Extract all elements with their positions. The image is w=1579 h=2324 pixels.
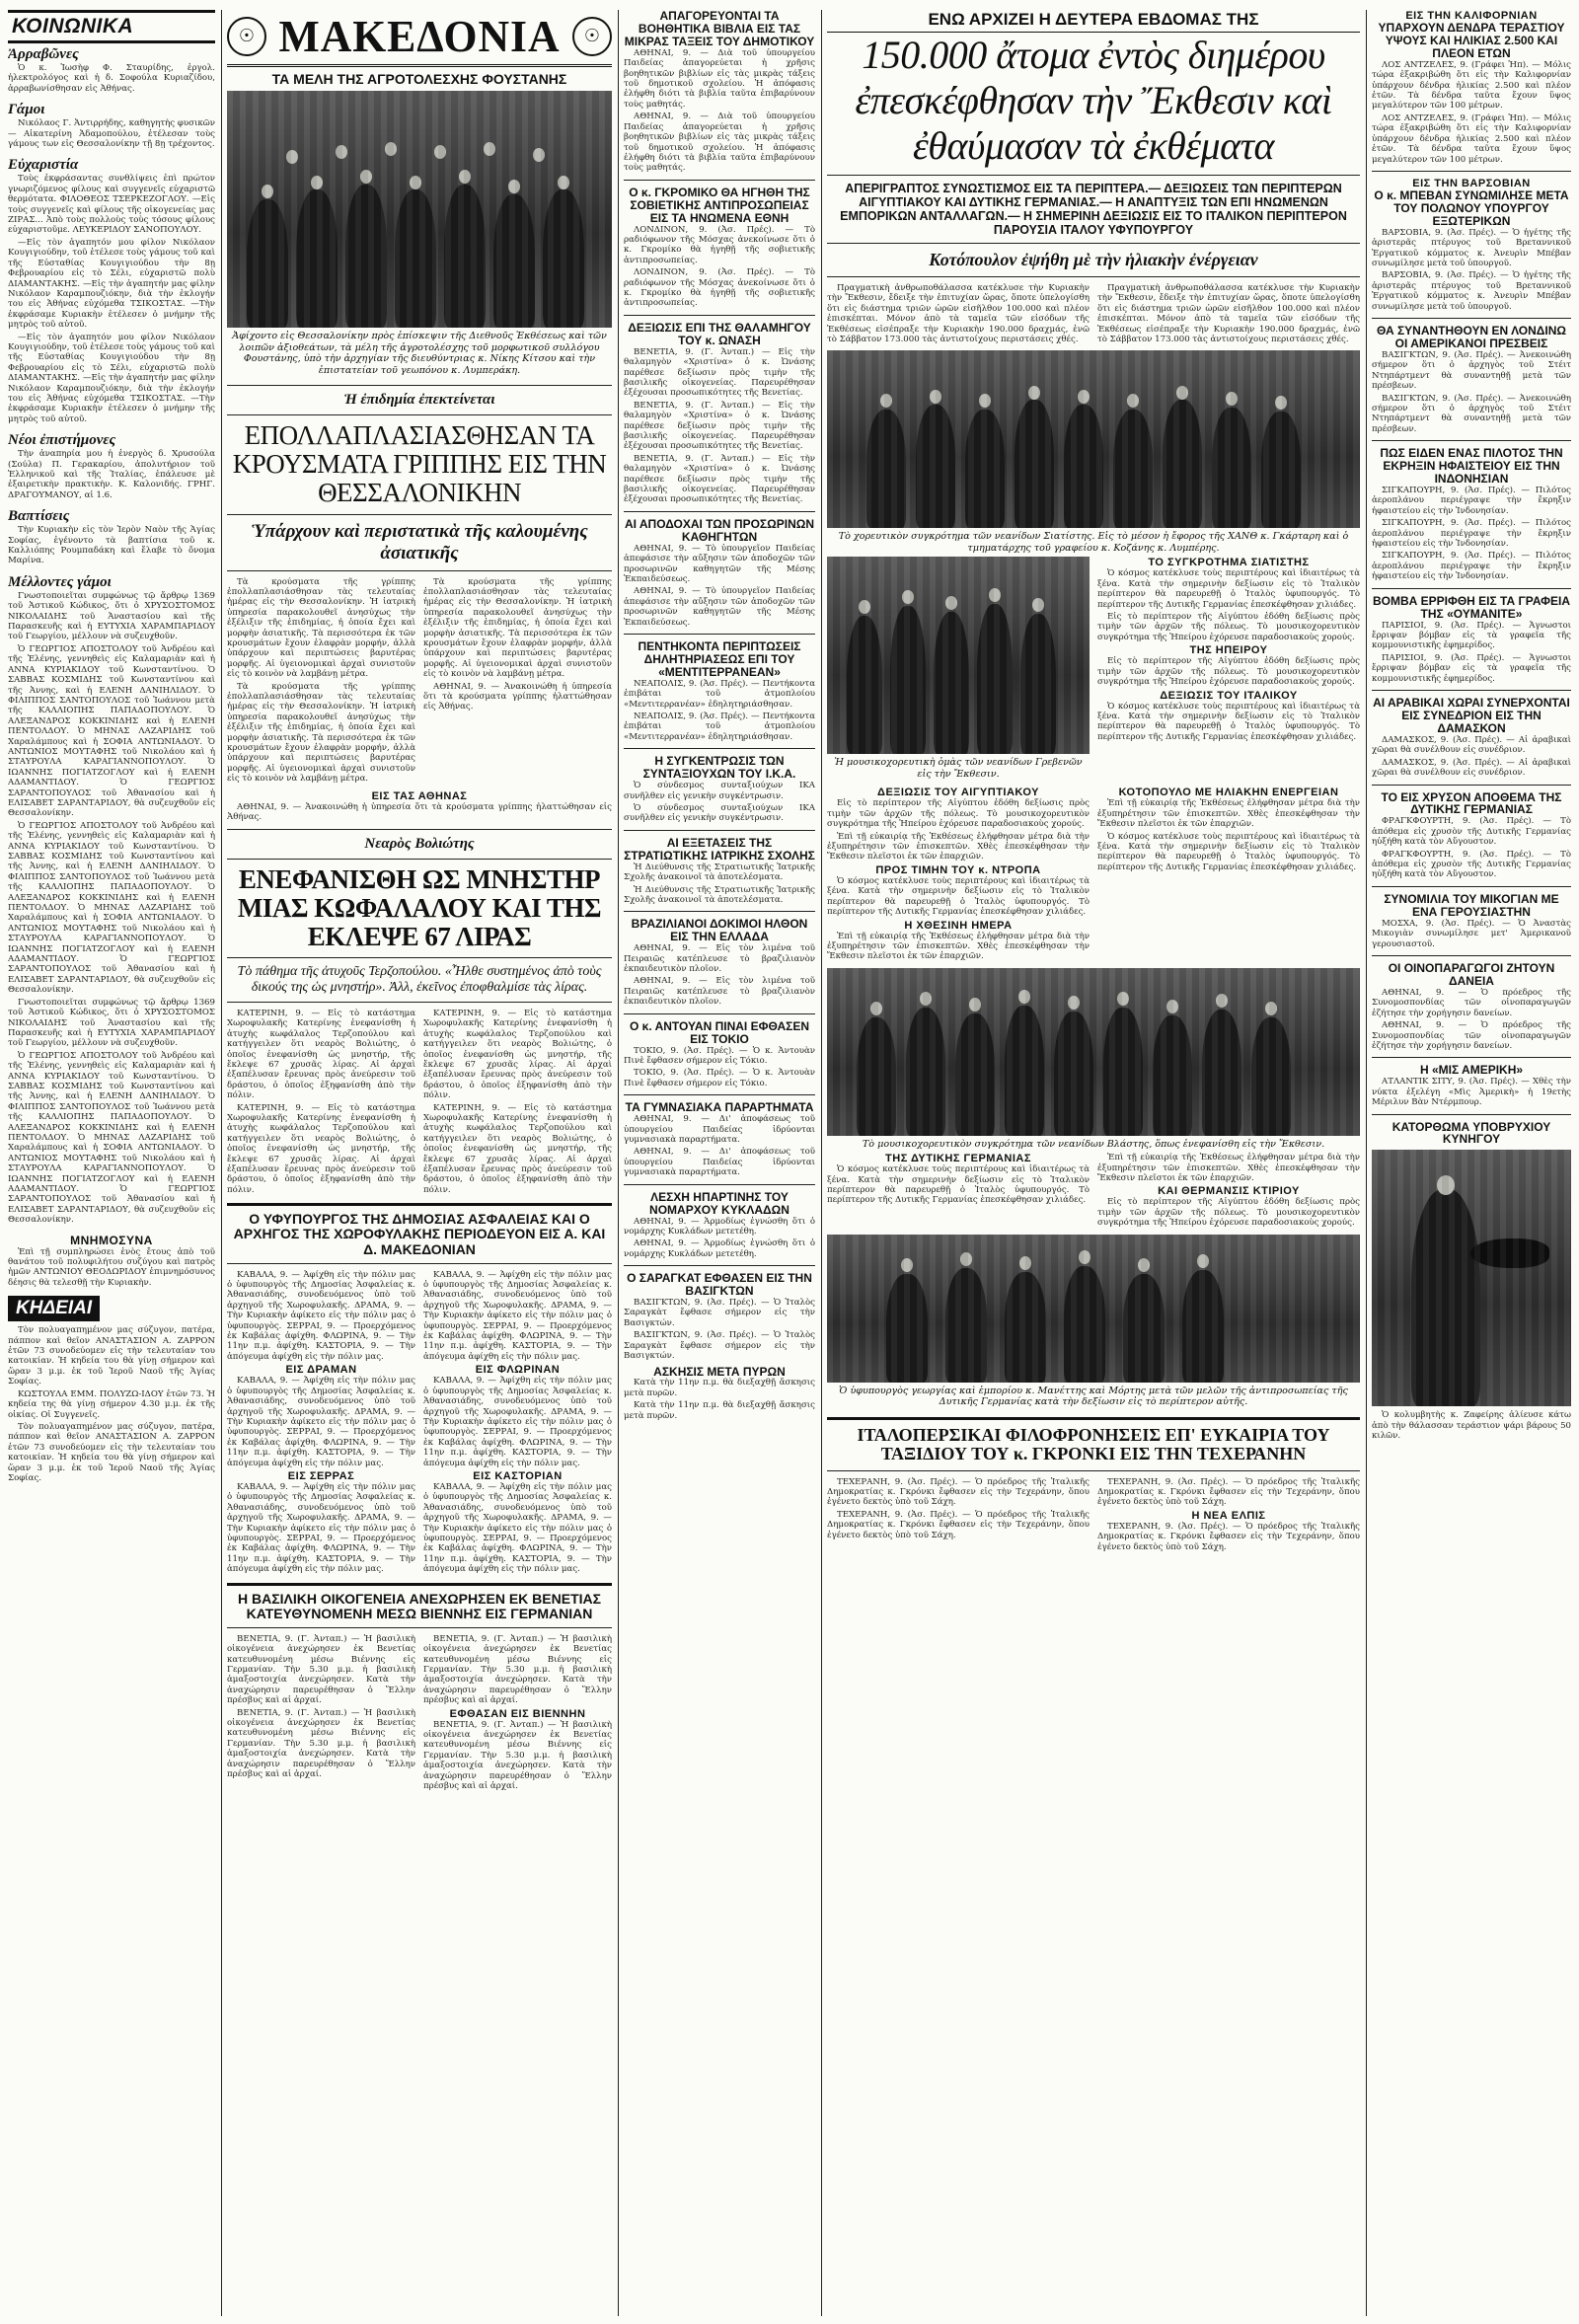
- exhibition-sub: ΤΟ ΣΥΓΚΡΟΤΗΜΑ ΣΙΑΤΙΣΤΗΣ: [1148, 557, 1310, 569]
- news-text: ΔΑΜΑΣΚΟΣ, 9. (Ἀσ. Πρές). — Αἱ ἀραβικαὶ χῶραι θὰ συνέλθουν εἰς συνέδριον. ΔΑΜΑΣΚΟΣ, 9. (Ἀσ. Πρές). — Αἱ ἀραβικαὶ χῶραι θὰ συνέλθουν εἰς συνέδριον.: [1372, 734, 1571, 779]
- brief-text: ΝΕΑΠΟΛΙΣ, 9. (Ἀσ. Πρές). — Πεντήκοντα ἐπιβάται τοῦ ἀτμοπλοίου «Μεντιτερρανέαν» ἐδηλητηριάσθησαν. ΝΕΑΠΟΛΙΣ, 9. (Ἀσ. Πρές). — Πεντήκοντα ἐπιβάται τοῦ ἀτμοπλοίου «Μεντιτερρανέαν» ἐδηλητηριάσθησαν.: [624, 678, 815, 742]
- brief-headline: ΑΠΑΓΟΡΕΥΟΝΤΑΙ ΤΑ ΒΟΗΘΗΤΙΚΑ ΒΙΒΛΙΑ ΕΙΣ ΤΑΣ ΜΙΚΡΑΣ ΤΑΞΕΙΣ ΤΟΥ ΔΗΜΟΤΙΚΟΥ: [624, 10, 815, 48]
- world-news-column: [1372, 10, 1571, 2316]
- brief-text: Ἡ Διεύθυνσις τῆς Στρατιωτικῆς Ἰατρικῆς Σχολῆς ἀνακοινοῖ τὰ ἀποτελέσματα. Ἡ Διεύθυνσις τῆς Στρατιωτικῆς Ἰατρικῆς Σχολῆς ἀνακοινοῖ τὰ ἀποτελέσματα.: [624, 862, 815, 905]
- photo-farm-club: [227, 91, 612, 328]
- brief-text: ΑΘΗΝΑΙ, 9. — Τὸ ὑπουργεῖον Παιδείας ἀπεφάσισε τὴν αὔξησιν τῶν ἀποδοχῶν τῶν προσωρινῶν καθηγητῶν τῆς Μέσης Ἐκπαιδεύσεως. ΑΘΗΝΑΙ, 9. — Τὸ ὑπουργεῖον Παιδείας ἀπεφάσισε τὴν αὔξησιν τῶν ἀποδοχῶν τῶν προσωρινῶν καθηγητῶν τῆς Μέσης Ἐκπαιδεύσεως.: [624, 543, 815, 628]
- future-weddings-heading: Μέλλοντες γάμοι: [8, 573, 112, 590]
- photo-caption: Τὸ μουσικοχορευτικὸν συγκρότημα τῶν νεανίδων Βλάστης, ὅπως ἐνεφανίσθη εἰς τὴν Ἔκθεσιν.: [862, 1138, 1325, 1150]
- brief-text: ΛΟΝΔΙΝΟΝ, 9. (Ἀσ. Πρές). — Τὸ ραδιόφωνον τῆς Μόσχας ἀνεκοίνωσε ὅτι ὁ κ. Γκρομίκο θὰ ἡγηθῇ τῆς σοβιετικῆς ἀντιπροσωπείας. ΛΟΝΔΙΝΟΝ, 9. (Ἀσ. Πρές). — Τὸ ραδιόφωνον τῆς Μόσχας ἀνεκοίνωσε ὅτι ὁ κ. Γκρομίκο θὰ ἡγηθῇ τῆς σοβιετικῆς ἀντιπροσωπείας.: [624, 224, 815, 309]
- exhibition-sub: ΠΡΟΣ ΤΙΜΗΝ ΤΟΥ κ. ΝΤΡΟΠΑ: [875, 863, 1041, 876]
- photo-siatista-group: [827, 350, 1360, 528]
- brief-text: ΑΘΗΝΑΙ, 9. — Ἀρμοδίως ἐγνώσθη ὅτι ὁ νομάρχης Κυκλάδων μετετέθη. ΑΘΗΝΑΙ, 9. — Ἀρμοδίως ἐγνώσθη ὅτι ὁ νομάρχης Κυκλάδων μετετέθη.: [624, 1216, 815, 1259]
- photo-german-pavilion: [827, 1235, 1360, 1383]
- brief-text: ΑΘΗΝΑΙ, 9. — Διὰ τοῦ ὑπουργείου Παιδείας ἀπαγορεύεται ἡ χρῆσις βοηθητικῶν βιβλίων εἰς τὰς μικρὰς τάξεις τοῦ δημοτικοῦ σχολείου. Ἡ ἀπόφασις ἐλήφθη διότι τὰ βιβλία ταῦτα ἐπιβαρύνουν τοὺς μαθητάς. ΑΘΗΝΑΙ, 9. — Διὰ τοῦ ὑπουργείου Παιδείας ἀπαγορεύεται ἡ χρῆσις βοηθητικῶν βιβλίων εἰς τὰς μικρὰς τάξεις τοῦ δημοτικοῦ σχολείου. Ἡ ἀπόφασις ἐλήφθη διότι τὰ βιβλία ταῦτα ἐπιβαρύνουν τοὺς μαθητάς.: [624, 47, 815, 174]
- exhibition-sub: ΤΗΣ ΗΠΕΙΡΟΥ: [1189, 644, 1268, 657]
- baptisms-text: Τὴν Κυριακὴν εἰς τὸν Ἱερὸν Ναὸν τῆς Ἁγίας Σοφίας, ἐγένοντο τὰ βαπτίσια τοῦ κ. Καλλιόπης Ρουμπαδάκη καὶ ἔλαβε τὸ ὄνομα Μαρίνα.: [8, 525, 215, 566]
- flu-subheadline: Ὑπάρχουν καὶ περιστατικὰ τῆς καλουμένης ἀσιατικῆς: [251, 520, 588, 563]
- brief-text: ΑΘΗΝΑΙ, 9. — Δι' ἀποφάσεως τοῦ ὑπουργείου Παιδείας ἱδρύονται γυμνασιακὰ παραρτήματα. ΑΘΗΝΑΙ, 9. — Δι' ἀποφάσεως τοῦ ὑπουργείου Παιδείας ἱδρύονται γυμνασιακὰ παραρτήματα.: [624, 1114, 815, 1178]
- flu-text: Τὰ κρούσματα τῆς γρίππης ἐπολλαπλασιάσθησαν τὰς τελευταίας ἡμέρας εἰς τὴν Θεσσαλονίκην. Ἡ ἰατρικὴ ὑπηρεσία παρακολουθεῖ ἀνησύχως τὴν ἐξέλιξιν τῆς ἐπιδημίας, ἡ ὁποία ἔχει καὶ μορφὴν ἀσιατικῆς. Τὰ περισσότερα ἐκ τῶν κρουσμάτων ἔχουν ἐλαφρὰν μορφήν, ἀλλὰ ὑπάρχουν καὶ περιπτώσεις βαρυτέρας μορφῆς. Αἱ ὑγειονομικαὶ ἀρχαὶ συνιστοῦν εἰς τὸ κοινὸν νὰ λαμβάνῃ μέτρα. Τὰ κρούσματα τῆς γρίππης ἐπολλαπλασιάσθησαν τὰς τελευταίας ἡμέρας εἰς τὴν Θεσσαλονίκην. Ἡ ἰατρικὴ ὑπηρεσία παρακολουθεῖ ἀνησύχως τὴν ἐξέλιξιν τῆς ἐπιδημίας, ἡ ὁποία ἔχει καὶ μορφὴν ἀσιατικῆς. Τὰ περισσότερα ἐκ τῶν κρουσμάτων ἔχουν ἐλαφρὰν μορφήν, ἀλλὰ ὑπάρχουν καὶ περιπτώσεις βαρυτέρας μορφῆς. Αἱ ὑγειονομικαὶ ἀρχαὶ συνιστοῦν εἰς τὸ κοινὸν νὰ λαμβάνῃ μέτρα.: [227, 576, 415, 785]
- baptisms-heading: Βαπτίσεις: [8, 508, 70, 525]
- news-headline: Ο κ. ΜΠΕΒΑΝ ΣΥΝΩΜΙΛΗΣΕ ΜΕΤΑ ΤΟΥ ΠΟΛΩΝΟΥ ΥΠΟΥΡΓΟΥ ΕΞΩΤΕΡΙΚΩΝ: [1374, 187, 1569, 228]
- brief-headline: ΑΣΚΗΣΙΣ ΜΕΤΑ ΠΥΡΩΝ: [653, 1364, 786, 1379]
- photo-caption: Ὁ ὑφυπουργὸς γεωργίας καὶ ἐμπορίου κ. Μανέττης καὶ Μόρτης μετὰ τῶν μελῶν τῆς ἀντιπροσωπείας τῆς Δυτικῆς Γερμανίας κατὰ τὴν δεξίωσιν εἰς τὸ περίπτερον αὐτῆς.: [839, 1385, 1348, 1408]
- news-text: ΜΟΣΧΑ, 9. (Ἀσ. Πρές). — Ὁ Ἀναστὰς Μικογιὰν συνωμίλησε μετ' Ἀμερικανοῦ γερουσιαστοῦ.: [1372, 918, 1571, 949]
- brief-headline: ΠΕΝΤΗΚΟΝΤΑ ΠΕΡΙΠΤΩΣΕΙΣ ΔΗΛΗΤΗΡΙΑΣΕΩΣ ΕΠΙ ΤΟΥ «ΜΕΝΤΙΤΕΡΡΑΝΕΑΝ»: [638, 639, 801, 679]
- brief-headline: Η ΣΥΓΚΕΝΤΡΩΣΙΣ ΤΩΝ ΣΥΝΤΑΞΙΟΥΧΩΝ ΤΟΥ Ι.Κ.Α.: [642, 754, 796, 782]
- news-text: ΛΟΣ ΑΝΤΖΕΛΕΣ, 9. (Γράφει Ἡπ). — Μόλις τώρα ἐξακριβώθη ὅτι εἰς τὴν Καλιφορνίαν ὑπάρχουν δένδρα ἡλικίας 2.500 καὶ πλέον ἐτῶν. Τὰ δένδρα ταῦτα ἔχουν ὕψος μεγαλύτερον τῶν 100 μέτρων. ΛΟΣ ΑΝΤΖΕΛΕΣ, 9. (Γράφει Ἡπ). — Μόλις τώρα ἐξακριβώθη ὅτι εἰς τὴν Καλιφορνίαν ὑπάρχουν δένδρα ἡλικίας 2.500 καὶ πλέον ἐτῶν. Τὰ δένδρα ταῦτα ἔχουν ὕψος μεγαλύτερον τῶν 100 μέτρων.: [1372, 59, 1571, 165]
- brief-text: Κατὰ τὴν 11ην π.μ. θὰ διεξαχθῇ ἄσκησις μετὰ πυρῶν. Κατὰ τὴν 11ην π.μ. θὰ διεξαχθῇ ἄσκησις μετὰ πυρῶν.: [624, 1378, 815, 1421]
- news-headline: ΣΥΝΟΜΙΛΙΑ ΤΟΥ ΜΙΚΟΓΙΑΝ ΜΕ ΕΝΑ ΓΕΡΟΥΣΙΑΣΤΗΝ: [1384, 891, 1559, 919]
- emblem-icon: ☉: [227, 17, 266, 56]
- news-text: Ὁ κολυμβητὴς κ. Ζαφείρης ἀλίευσε κάτω ἀπὸ τὴν θάλασσαν τεράστιον ψάρι βάρους 50 κιλῶν.: [1372, 1410, 1571, 1442]
- minister-sub-serres: ΕΙΣ ΣΕΡΡΑΣ: [287, 1469, 355, 1482]
- minister-sub-kastoria: ΕΙΣ ΚΑΣΤΟΡΙΑΝ: [473, 1469, 563, 1482]
- flu-athens-heading: ΕΙΣ ΤΑΣ ΑΘΗΝΑΣ: [371, 789, 468, 802]
- memorials-heading: ΜΝΗΜΟΣΥΝΑ: [70, 1233, 153, 1247]
- column-rule: [618, 10, 619, 2316]
- persia-sub: Η ΝΕΑ ΕΛΠΙΣ: [1191, 1509, 1266, 1522]
- news-headline: ΤΟ ΕΙΣ ΧΡΥΣΟΝ ΑΠΟΘΕΜΑ ΤΗΣ ΔΥΤΙΚΗΣ ΓΕΡΜΑΝΙΑΣ: [1381, 789, 1562, 817]
- minister-sub-drama: ΕΙΣ ΔΡΑΜΑΝ: [285, 1364, 357, 1377]
- engagements-text: Ὁ κ. Ἰωσὴφ Φ. Σταυρίδης, ἐργολ. ἠλεκτρολόγος καὶ ἡ δ. Σοφούλα Κυριαζίδου, ἀρραβωνίσθησαν εἰς Ἀθήνας.: [8, 63, 215, 94]
- flu-headline: ΕΠΟΛΛΑΠΛΑΣΙΑΣΘΗΣΑΝ ΤΑ ΚΡΟΥΣΜΑΤΑ ΓΡΙΠΠΗΣ ΕΙΣ ΤΗΝ ΘΕΣΣΑΛΟΝΙΚΗΝ: [232, 420, 607, 508]
- exhibition-subheadline: ΑΠΕΡΙΓΡΑΠΤΟΣ ΣΥΝΩΣΤΙΣΜΟΣ ΕΙΣ ΤΑ ΠΕΡΙΠΤΕΡΑ.— ΔΕΞΙΩΣΕΙΣ ΤΩΝ ΠΕΡΙΠΤΕΡΩΝ ΑΙΓΥΠΤΙΑΚΟΥ ΚΑΙ ΔΥΤΙΚΗΣ ΓΕΡΜΑΝΙΑΣ.— Η ΑΝΑΠΤΥΞΙΣ ΤΩΝ ΕΠΙ ΗΝΩΜΕΝΩΝ ΕΜΠΟΡΙΚΩΝ ΑΝΤΑΛΛΑΓΩΝ.— Η ΣΗΜΕΡΙΝΗ ΔΕΞΙΩΣΙΣ ΕΙΣ ΤΟ ΙΤΑΛΙΚΟΝ ΠΕΡΙΠΤΕΡΟΝ ΠΑΡΟΥΣΙΑ ΙΤΑΛΟΥ ΥΦΥΠΟΥΡΓΟΥ: [840, 182, 1347, 237]
- news-text: ΒΑΣΙΓΚΤΩΝ, 9. (Ἀσ. Πρές). — Ἀνεκοινώθη σήμερον ὅτι ὁ ἀρχηγὸς τοῦ Στέιτ Ντηπάρτμεντ θὰ συναντηθῇ μετὰ τῶν πρέσβεων. ΒΑΣΙΓΚΤΩΝ, 9. (Ἀσ. Πρές). — Ἀνεκοινώθη σήμερον ὅτι ὁ ἀρχηγὸς τοῦ Στέιτ Ντηπάρτμεντ θὰ συναντηθῇ μετὰ τῶν πρέσβεων.: [1372, 349, 1571, 434]
- exhibition-sub: ΤΗΣ ΔΥΤΙΚΗΣ ΓΕΡΜΑΝΙΑΣ: [885, 1153, 1031, 1165]
- royal-text: ΒΕΝΕΤΙΑ, 9. (Γ. Ἀνταπ.) — Ἡ βασιλικὴ οἰκογένεια ἀνεχώρησεν ἐκ Βενετίας κατευθυνομένη μέσω Βιέννης εἰς Γερμανίαν. Τὴν 5.30 μ.μ. ἡ βασιλικὴ ἀμαξοστοιχία ἀνεχώρησεν. Κατὰ τὴν ἀναχώρησιν παρευρέθησαν ὁ Ἕλλην πρέσβυς καὶ αἱ ἀρχαί. ΒΕΝΕΤΙΑ, 9. (Γ. Ἀνταπ.) — Ἡ βασιλικὴ οἰκογένεια ἀνεχώρησεν ἐκ Βενετίας κατευθυνομένη μέσω Βιέννης εἰς Γερμανίαν. Τὴν 5.30 μ.μ. ἡ βασιλικὴ ἀμαξοστοιχία ἀνεχώρησεν. Κατὰ τὴν ἀναχώρησιν παρευρέθησαν ὁ Ἕλλην πρέσβυς καὶ αἱ ἀρχαί.: [227, 1633, 415, 1780]
- column-rule: [1366, 10, 1367, 2316]
- funerals-label-wrap: [8, 1296, 215, 1321]
- news-text: ΠΑΡΙΣΙΟΙ, 9. (Ἀσ. Πρές). — Ἀγνωστοι ἔρριψαν βόμβαν εἰς τὰ γραφεῖα τῆς κομμουνιστικῆς ἐφημερίδος. ΠΑΡΙΣΙΟΙ, 9. (Ἀσ. Πρές). — Ἀγνωστοι ἔρριψαν βόμβαν εἰς τὰ γραφεῖα τῆς κομμουνιστικῆς ἐφημερίδος.: [1372, 620, 1571, 684]
- thanks-text: Τοὺς ἐκφράσαντας συνθλίψεις ἐπὶ πρώτον γνωριζόμενος φίλους καὶ συγγενεῖς εὐχαριστῶ θερμότατα. ΦΙΛΟΘΕΟΣ ΤΣΕΡΚΕΖΟΓΛΟΥ. —Εἰς τοὺς συγγενεῖς καὶ φίλους τῆς οἰκογενείας μας ΖΙΡΑΣ... Ἀπὸ τοὺς πολλοὺς τοὺς τόσους φίλους εὐχαριστοῦμε. ΛΕΥΚΕΡΙΔΟΥ ΣΑΝΟΠΟΥΛΟΥ. —Εἰς τὸν ἀγαπητόν μου φίλον Νικόλαον Κουγιγιούδην, τοῦ ἐτέλεσε τοὺς γάμους τοῦ καὶ τῆς Εὐσταθίας Κουγιγιούδου τὴν 8ῃ Φεβρουαρίου εἰς τὸ Σέλι, εὐχαριστῶ πολὺ ΔΙΑΜΑΝΤΑΚΗΣ. —Εἰς τὴν ἀγαπητήν μας φίλην Νικόλαον Καραμπουζιόκην, διὰ τὴν ἐκλογήν του εἰς Ἀθήνας εὐχόμεθα ΤΣΙΚΟΣΤΑΣ. —Τὴν ἐκφράσαμε Κυριακὴν ἐτέλεσεν ὁ μνήμην τῆς μητρὸς τοῦ αὐτοῦ. —Εἰς τὸν ἀγαπητόν μου φίλον Νικόλαον Κουγιγιούδην, τοῦ ἐτέλεσε τοὺς γάμους τοῦ καὶ τῆς Εὐσταθίας Κουγιγιούδου τὴν 8ῃ Φεβρουαρίου εἰς τὸ Σέλι, εὐχαριστῶ πολὺ ΔΙΑΜΑΝΤΑΚΗΣ. —Εἰς τὴν ἀγαπητήν μας φίλην Νικόλαον Καραμπουζιόκην, διὰ τὴν ἐκλογήν του εἰς Ἀθήνας εὐχόμεθα ΤΣΙΚΟΣΤΑΣ. —Τὴν ἐκφράσαμε Κυριακὴν ἐτέλεσεν ὁ μνήμην τῆς μητρὸς τοῦ αὐτοῦ.: [8, 174, 215, 424]
- exhibition-kicker: Κοτόπουλον ἐψήθη μὲ τὴν ἡλιακὴν ἐνέργειαν: [929, 250, 1258, 269]
- exhibition-sub: ΚΟΤΟΠΟΥΛΟ ΜΕ ΗΛΙΑΚΗΝ ΕΝΕΡΓΕΙΑΝ: [1118, 787, 1339, 799]
- emblem-icon: ☉: [572, 17, 612, 56]
- news-kicker: ΕΙΣ ΤΗΝ ΚΑΛΙΦΟΡΝΙΑΝ: [1405, 10, 1538, 22]
- exhibition-sub: ΚΑΙ ΘΕΡΜΑΝΣΙΣ ΚΤΙΡΙΟΥ: [1158, 1185, 1300, 1198]
- funerals-text: Τὸν πολυαγαπημένον μας σύζυγον, πατέρα, πάππον καὶ θεῖον ΑΝΑΣΤΑΣΙΟΝ Α. ΖΑΡΡΟΝ ἐτῶν 73 συνοδεύομεν εἰς τὴν τελευταίαν του κατοικίαν. Ἡ κηδεία του θὰ γίνῃ σήμερον καὶ ὥραν 3 μ.μ. ἐκ τοῦ Ἱεροῦ Ναοῦ τῆς Ἁγίας Σοφίας. ΚΩΣΤΟΥΛΑ ΕΜΜ. ΠΟΛΥΖΩ-ΙΔΟΥ ἐτῶν 73. Ἡ κηδεία της θὰ γίνῃ σήμερον 4.30 μ.μ. ἐκ τῆς οἰκίας. Οἱ Συγγενεῖς. Τὸν πολυαγαπημένον μας σύζυγον, πατέρα, πάππον καὶ θεῖον ΑΝΑΣΤΑΣΙΟΝ Α. ΖΑΡΡΟΝ ἐτῶν 73 συνοδεύομεν εἰς τὴν τελευταίαν του κατοικίαν. Ἡ κηδεία του θὰ γίνῃ σήμερον καὶ ὥραν 3 μ.μ. ἐκ τοῦ Ἱεροῦ Ναοῦ τῆς Ἁγίας Σοφίας.: [8, 1325, 215, 1483]
- news-headline: ΚΑΤΟΡΘΩΜΑ ΥΠΟΒΡΥΧΙΟΥ ΚΥΝΗΓΟΥ: [1391, 1119, 1551, 1147]
- persia-headline: ΙΤΑΛΟΠΕΡΣΙΚΑΙ ΦΙΛΟΦΡΟΝΗΣΕΙΣ ΕΠ' ΕΥΚΑΙΡΙΑ ΤΟΥ ΤΑΞΙΔΙΟΥ ΤΟΥ κ. ΓΚΡΟΝΚΙ ΕΙΣ ΤΗΝ ΤΕΧΕΡΑΝΗΝ: [857, 1424, 1330, 1464]
- news-text: ΑΤΛΑΝΤΙΚ ΣΙΤΥ, 9. (Ἀσ. Πρές). — Χθὲς τὴν νύκτα ἐξελέγη «Μὶς Ἀμερικὴ» ἡ 19ετὴς Μέριλυν Βὰν Ντέρμπουρ.: [1372, 1077, 1571, 1108]
- main-left-column: ☉ ΜΑΚΕΔΟΝΙΑ ☉ ΤΑ ΜΕΛΗ ΤΗΣ ΑΓΡΟΤΟΛΕΣΧΗΣ ΦΟΥΣΤΑΝΗΣ Ἀφίχοντο εἰς Θεσσαλονίκην πρὸς ἐπίσκεψιν τῆς Διεθνοῦς Ἐκθέσεως καὶ τῶν λοιπῶν ἀξιοθεάτων, τὰ μέλη τῆς ἀγροτολέσχης τοῦ μορφωτικοῦ συλλόγου Φουστάνης, ὑπὸ τὴν ἀρχηγίαν τῆς διευθύντριας κ. Νίκης Κίτσου καὶ τὴν ἐπιστατείαν τοῦ γεωπόνου κ. Λυμπεράκη. Ἡ ἐπιδημία ἐπεκτείνεται ΕΠΟΛΛΑΠΛΑΣΙΑΣΘΗΣΑΝ ΤΑ ΚΡΟΥΣΜΑΤΑ ΓΡΙΠΠΗΣ ΕΙΣ ΤΗΝ ΘΕΣΣΑΛΟΝΙΚΗΝ Ὑπάρχουν καὶ περιστατικὰ τῆς καλουμένης ἀσιατικῆς Τὰ κρούσματα τῆς γρίππης ἐπολλαπλασιάσθησαν τὰς τελευταίας ἡμέρας εἰς τὴν Θεσσαλονίκην. Ἡ ἰατρικὴ ὑπηρεσία παρακολουθεῖ ἀνησύχως τὴν ἐξέλιξιν τῆς ἐπιδημίας, ἡ ὁποία ἔχει καὶ μορφὴν ἀσιατικῆς. Τὰ περισσότερα ἐκ τῶν κρουσμάτων ἔχουν ἐλαφρὰν μορφήν, ἀλλὰ ὑπάρχουν καὶ περιπτώσεις βαρυτέρας μορφῆς. Αἱ ὑγειονομικαὶ ἀρχαὶ συνιστοῦν εἰς τὸ κοινὸν νὰ λαμβάνῃ μέτρα. Τὰ κρούσματα τῆς γρίππης ἐπολλαπλασιάσθησαν τὰς τελευταίας ἡμέρας εἰς τὴν Θεσσαλονίκην. Ἡ ἰατρικὴ ὑπηρεσία παρακολουθεῖ ἀνησύχως τὴν ἐξέλιξιν τῆς ἐπιδημίας, ἡ ὁποία ἔχει καὶ μορφὴν ἀσιατικῆς. Τὰ περισσότερα ἐκ τῶν κρουσμάτων ἔχουν ἐλαφρὰν μορφήν, ἀλλὰ ὑπάρχουν καὶ περιπτώσεις βαρυτέρας μορφῆς. Αἱ ὑγειονομικαὶ ἀρχαὶ συνιστοῦν εἰς τὸ κοινὸν νὰ λαμβάνῃ μέτρα. Τὰ κρούσματα τῆς γρίππης ἐπολλαπλασιάσθησαν τὰς τελευταίας ἡμέρας εἰς τὴν Θεσσαλονίκην. Ἡ ἰατρικὴ ὑπηρεσία παρακολουθεῖ ἀνησύχως τὴν ἐξέλιξιν τῆς ἐπιδημίας, ἡ ὁποία ἔχει καὶ μορφὴν ἀσιατικῆς. Τὰ περισσότερα ἐκ τῶν κρουσμάτων ἔχουν ἐλαφρὰν μορφήν, ἀλλὰ ὑπάρχουν καὶ περιπτώσεις βαρυτέρας μορφῆς. Αἱ ὑγειονομικαὶ ἀρχαὶ συνιστοῦν εἰς τὸ κοινὸν νὰ λαμβάνῃ μέτρα. ΑΘΗΝΑΙ, 9. — Ἀνακοινώθη ἡ ὑπηρεσία ὅτι τὰ κρούσματα γρίππης ἠλαττώθησαν εἰς Ἀθήνας. ΕΙΣ ΤΑΣ ΑΘΗΝΑΣ ΑΘΗΝΑΙ, 9. — Ἀνακοινώθη ἡ ὑπηρεσία ὅτι τὰ κρούσματα γρίππης ἠλαττώθησαν εἰς Ἀθήνας. Νεαρὸς Βολιώτης ΕΝΕΦΑΝΙΣΘΗ ΩΣ ΜΝΗΣΤΗΡ ΜΙΑΣ ΚΩΦΑΛΑΛΟΥ ΚΑΙ ΤΗΣ ΕΚΛΕΨΕ 67 ΛΙΡΑΣ Τὸ πάθημα τῆς ἀτυχοῦς Τερζοπούλου. «Ἦλθε συστημένος ἀπὸ τοὺς δικούς της ὡς μνηστήρ». Ἀλλ, ἐκεῖνος ἐποφθαλμίσε τὰς λίρας. ΚΑΤΕΡΙΝΗ, 9. — Εἰς τὸ κατάστημα Χωροφυλακῆς Κατερίνης ἐνεφανίσθη ἡ ἀτυχὴς κωφάλαλος Τερζοπούλου καὶ κατήγγειλεν ὅτι νεαρὸς Βολιώτης, ὁ ὁποῖος ἐνεφανίσθη ὡς μνηστήρ, τῆς ἔκλεψε 67 χρυσᾶς λίρας. Αἱ ἀρχαὶ ἐξαπέλυσαν ἔρευνας πρὸς ἀνεύρεσιν τοῦ δράστου, ὁ ὁποῖος ἐξηφανίσθη ἀπὸ τὴν πόλιν. ΚΑΤΕΡΙΝΗ, 9. — Εἰς τὸ κατάστημα Χωροφυλακῆς Κατερίνης ἐνεφανίσθη ἡ ἀτυχὴς κωφάλαλος Τερζοπούλου καὶ κατήγγειλεν ὅτι νεαρὸς Βολιώτης, ὁ ὁποῖος ἐνεφανίσθη ὡς μνηστήρ, τῆς ἔκλεψε 67 χρυσᾶς λίρας. Αἱ ἀρχαὶ ἐξαπέλυσαν ἔρευνας πρὸς ἀνεύρεσιν τοῦ δράστου, ὁ ὁποῖος ἐξηφανίσθη ἀπὸ τὴν πόλιν. ΚΑΤΕΡΙΝΗ, 9. — Εἰς τὸ κατάστημα Χωροφυλακῆς Κατερίνης ἐνεφανίσθη ἡ ἀτυχὴς κωφάλαλος Τερζοπούλου καὶ κατήγγειλεν ὅτι νεαρὸς Βολιώτης, ὁ ὁποῖος ἐνεφανίσθη ὡς μνηστήρ, τῆς ἔκλεψε 67 χρυσᾶς λίρας. Αἱ ἀρχαὶ ἐξαπέλυσαν ἔρευνας πρὸς ἀνεύρεσιν τοῦ δράστου, ὁ ὁποῖος ἐξηφανίσθη ἀπὸ τὴν πόλιν. ΚΑΤΕΡΙΝΗ, 9. — Εἰς τὸ κατάστημα Χωροφυλακῆς Κατερίνης ἐνεφανίσθη ἡ ἀτυχὴς κωφάλαλος Τερζοπούλου καὶ κατήγγειλεν ὅτι νεαρὸς Βολιώτης, ὁ ὁποῖος ἐνεφανίσθη ὡς μνηστήρ, τῆς ἔκλεψε 67 χρυσᾶς λίρας. Αἱ ἀρχαὶ ἐξαπέλυσαν ἔρευνας πρὸς ἀνεύρεσιν τοῦ δράστου, ὁ ὁποῖος ἐξηφανίσθη ἀπὸ τὴν πόλιν. Ο ΥΦΥΠΟΥΡΓΟΣ ΤΗΣ ΔΗΜΟΣΙΑΣ ΑΣΦΑΛΕΙΑΣ ΚΑΙ Ο ΑΡΧΗΓΟΣ ΤΗΣ ΧΩΡΟΦΥΛΑΚΗΣ ΠΕΡΙΟΔΕΥΟΝ ΕΙΣ Α. ΚΑΙ Δ. ΜΑΚΕΔΟΝΙΑΝ ΚΑΒΑΛΑ, 9. — Ἀφίχθη εἰς τὴν πόλιν μας ὁ ὑφυπουργὸς τῆς Δημοσίας Ἀσφαλείας κ. Ἀθανασιάδης, συνοδευόμενος ὑπὸ τοῦ ἀρχηγοῦ τῆς Χωροφυλακῆς. ΔΡΑΜΑ, 9. — Τὴν Κυριακὴν ἀφίκετο εἰς τὴν πόλιν μας ὁ ὑφυπουργὸς. ΣΕΡΡΑΙ, 9. — Προερχόμενος ἐκ Καβάλας ἀφίχθη. ΦΛΩΡΙΝΑ, 9. — Τὴν 11ην π.μ. ἀφίχθη. ΚΑΣΤΟΡΙΑ, 9. — Τὴν ἀπόγευμα ἀφίχθη εἰς τὴν πόλιν μας. ΕΙΣ ΔΡΑΜΑΝ ΚΑΒΑΛΑ, 9. — Ἀφίχθη εἰς τὴν πόλιν μας ὁ ὑφυπουργὸς τῆς Δημοσίας Ἀσφαλείας κ. Ἀθανασιάδης, συνοδευόμενος ὑπὸ τοῦ ἀρχηγοῦ τῆς Χωροφυλακῆς. ΔΡΑΜΑ, 9. — Τὴν Κυριακὴν ἀφίκετο εἰς τὴν πόλιν μας ὁ ὑφυπουργὸς. ΣΕΡΡΑΙ, 9. — Προερχόμενος ἐκ Καβάλας ἀφίχθη. ΦΛΩΡΙΝΑ, 9. — Τὴν 11ην π.μ. ἀφίχθη. ΚΑΣΤΟΡΙΑ, 9. — Τὴν ἀπόγευμα ἀφίχθη εἰς τὴν πόλιν μας. ΕΙΣ ΣΕΡΡΑΣ ΚΑΒΑΛΑ, 9. — Ἀφίχθη εἰς τὴν πόλιν μας ὁ ὑφυπουργὸς τῆς Δημοσίας Ἀσφαλείας κ. Ἀθανασιάδης, συνοδευόμενος ὑπὸ τοῦ ἀρχηγοῦ τῆς Χωροφυλακῆς. ΔΡΑΜΑ, 9. — Τὴν Κυριακὴν ἀφίκετο εἰς τὴν πόλιν μας ὁ ὑφυπουργὸς. ΣΕΡΡΑΙ, 9. — Προερχόμενος ἐκ Καβάλας ἀφίχθη. ΦΛΩΡΙΝΑ, 9. — Τὴν 11ην π.μ. ἀφίχθη. ΚΑΣΤΟΡΙΑ, 9. — Τὴν ἀπόγευμα ἀφίχθη εἰς τὴν πόλιν μας. ΚΑΒΑΛΑ, 9. — Ἀφίχθη εἰς τὴν πόλιν μας ὁ ὑφυπουργὸς τῆς Δημοσίας Ἀσφαλείας κ. Ἀθανασιάδης, συνοδευόμενος ὑπὸ τοῦ ἀρχηγοῦ τῆς Χωροφυλακῆς. ΔΡΑΜΑ, 9. — Τὴν Κυριακὴν ἀφίκετο εἰς τὴν πόλιν μας ὁ ὑφυπουργὸς. ΣΕΡΡΑΙ, 9. — Προερχόμενος ἐκ Καβάλας ἀφίχθη. ΦΛΩΡΙΝΑ, 9. — Τὴν 11ην π.μ. ἀφίχθη. ΚΑΣΤΟΡΙΑ, 9. — Τὴν ἀπόγευμα ἀφίχθη εἰς τὴν πόλιν μας. ΕΙΣ ΦΛΩΡΙΝΑΝ ΚΑΒΑΛΑ, 9. — Ἀφίχθη εἰς τὴν πόλιν μας ὁ ὑφυπουργὸς τῆς Δημοσίας Ἀσφαλείας κ. Ἀθανασιάδης, συνοδευόμενος ὑπὸ τοῦ ἀρχηγοῦ τῆς Χωροφυλακῆς. ΔΡΑΜΑ, 9. — Τὴν Κυριακὴν ἀφίκετο εἰς τὴν πόλιν μας ὁ ὑφυπουργὸς. ΣΕΡΡΑΙ, 9. — Προερχόμενος ἐκ Καβάλας ἀφίχθη. ΦΛΩΡΙΝΑ, 9. — Τὴν 11ην π.μ. ἀφίχθη. ΚΑΣΤΟΡΙΑ, 9. — Τὴν ἀπόγευμα ἀφίχθη εἰς τὴν πόλιν μας. ΕΙΣ ΚΑΣΤΟΡΙΑΝ ΚΑΒΑΛΑ, 9. — Ἀφίχθη εἰς τὴν πόλιν μας ὁ ὑφυπουργὸς τῆς Δημοσίας Ἀσφαλείας κ. Ἀθανασιάδης, συνοδευόμενος ὑπὸ τοῦ ἀρχηγοῦ τῆς Χωροφυλακῆς. ΔΡΑΜΑ, 9. — Τὴν Κυριακὴν ἀφίκετο εἰς τὴν πόλιν μας ὁ ὑφυπουργὸς. ΣΕΡΡΑΙ, 9. — Προερχόμενος ἐκ Καβάλας ἀφίχθη. ΦΛΩΡΙΝΑ, 9. — Τὴν 11ην π.μ. ἀφίχθη. ΚΑΣΤΟΡΙΑ, 9. — Τὴν ἀπόγευμα ἀφίχθη εἰς τὴν πόλιν μας. Η ΒΑΣΙΛΙΚΗ ΟΙΚΟΓΕΝΕΙΑ ΑΝΕΧΩΡΗΣΕΝ ΕΚ ΒΕΝΕΤΙΑΣ ΚΑΤΕΥΘΥΝΟΜΕΝΗ ΜΕΣΩ ΒΙΕΝΝΗΣ ΕΙΣ ΓΕΡΜΑΝΙΑΝ ΒΕΝΕΤΙΑ, 9. (Γ. Ἀνταπ.) — Ἡ βασιλικὴ οἰκογένεια ἀνεχώρησεν ἐκ Βενετίας κατευθυνομένη μέσω Βιέννης εἰς Γερμανίαν. Τὴν 5.30 μ.μ. ἡ βασιλικὴ ἀμαξοστοιχία ἀνεχώρησεν. Κατὰ τὴν ἀναχώρησιν παρευρέθησαν ὁ Ἕλλην πρέσβυς καὶ αἱ ἀρχαί. ΒΕΝΕΤΙΑ, 9. (Γ. Ἀνταπ.) — Ἡ βασιλικὴ οἰκογένεια ἀνεχώρησεν ἐκ Βενετίας κατευθυνομένη μέσω Βιέννης εἰς Γερμανίαν. Τὴν 5.30 μ.μ. ἡ βασιλικὴ ἀμαξοστοιχία ἀνεχώρησεν. Κατὰ τὴν ἀναχώρησιν παρευρέθησαν ὁ Ἕλλην πρέσβυς καὶ αἱ ἀρχαί. ΒΕΝΕΤΙΑ, 9. (Γ. Ἀνταπ.) — Ἡ βασιλικὴ οἰκογένεια ἀνεχώρησεν ἐκ Βενετίας κατευθυνομένη μέσω Βιέννης εἰς Γερμανίαν. Τὴν 5.30 μ.μ. ἡ βασιλικὴ ἀμαξοστοιχία ἀνεχώρησεν. Κατὰ τὴν ἀναχώρησιν παρευρέθησαν ὁ Ἕλλην πρέσβυς καὶ αἱ ἀρχαί. ΕΦΘΑΣΑΝ ΕΙΣ ΒΙΕΝΝΗΝ ΒΕΝΕΤΙΑ, 9. (Γ. Ἀνταπ.) — Ἡ βασιλικὴ οἰκογένεια ἀνεχώρησεν ἐκ Βενετίας κατευθυνομένη μέσω Βιέννης εἰς Γερμανίαν. Τὴν 5.30 μ.μ. ἡ βασιλικὴ ἀμαξοστοιχία ἀνεχώρησεν. Κατὰ τὴν ἀναχώρησιν παρευρέθησαν ὁ Ἕλλην πρέσβυς καὶ αἱ ἀρχαί.: [227, 10, 612, 2316]
- weddings-heading: Γάμοι: [8, 102, 45, 118]
- brief-text: ΤΟΚΙΟ, 9. (Ἀσ. Πρές). — Ὁ κ. Ἀντουὰν Πινὲ ἔφθασεν σήμερον εἰς Τόκιο. ΤΟΚΙΟ, 9. (Ἀσ. Πρές). — Ὁ κ. Ἀντουὰν Πινὲ ἔφθασεν σήμερον εἰς Τόκιο.: [624, 1045, 815, 1088]
- brief-headline: ΒΡΑΖΙΛΙΑΝΟΙ ΔΟΚΙΜΟΙ ΗΛΘΟΝ ΕΙΣ ΤΗΝ ΕΛΛΑΔΑ: [631, 917, 808, 944]
- brief-headline: ΑΙ ΕΞΕΤΑΣΕΙΣ ΤΗΣ ΣΤΡΑΤΙΩΤΙΚΗΣ ΙΑΤΡΙΚΗΣ ΣΧΟΛΗΣ: [624, 835, 815, 862]
- volos-kicker: Νεαρὸς Βολιώτης: [364, 835, 475, 852]
- photo-grevena-group: [827, 557, 1090, 754]
- exhibition-sub: ΔΕΞΙΩΣΙΣ ΤΟΥ ΑΙΓΥΠΤΙΑΚΟΥ: [877, 787, 1039, 799]
- news-headline: Η «ΜΙΣ ΑΜΕΡΙΚΗ»: [1419, 1063, 1524, 1078]
- brief-text: ΒΕΝΕΤΙΑ, 9. (Γ. Ἀνταπ.) — Εἰς τὴν θαλαμηγὸν «Χριστίνα» ὁ κ. Ὠνάσης παρέθεσε δεξίωσιν πρὸς τιμὴν τῆς βασιλικῆς οἰκογενείας. Παρευρέθησαν ἐξέχουσαι προσωπικότητες τῆς Βενετίας. ΒΕΝΕΤΙΑ, 9. (Γ. Ἀνταπ.) — Εἰς τὴν θαλαμηγὸν «Χριστίνα» ὁ κ. Ὠνάσης παρέθεσε δεξίωσιν πρὸς τιμὴν τῆς βασιλικῆς οἰκογενείας. Παρευρέθησαν ἐξέχουσαι προσωπικότητες τῆς Βενετίας. ΒΕΝΕΤΙΑ, 9. (Γ. Ἀνταπ.) — Εἰς τὴν θαλαμηγὸν «Χριστίνα» ὁ κ. Ὠνάσης παρέθεσε δεξίωσιν πρὸς τιμὴν τῆς βασιλικῆς οἰκογενείας. Παρευρέθησαν ἐξέχουσαι προσωπικότητες τῆς Βενετίας.: [624, 346, 815, 505]
- news-text: ΒΑΡΣΟΒΙΑ, 9. (Ἀσ. Πρές). — Ὁ ἡγέτης τῆς ἀριστερᾶς πτέρυγος τοῦ Βρεταννικοῦ Ἐργατικοῦ κόμματος κ. Ἀνευρὶν Μπέβαν συνωμίλησε μετὰ τοῦ ὑπουργοῦ. ΒΑΡΣΟΒΙΑ, 9. (Ἀσ. Πρές). — Ὁ ἡγέτης τῆς ἀριστερᾶς πτέρυγος τοῦ Βρεταννικοῦ Ἐργατικοῦ κόμματος κ. Ἀνευρὶν Μπέβαν συνωμίλησε μετὰ τοῦ ὑπουργοῦ.: [1372, 227, 1571, 312]
- exhibition-lead-2: Πραγματικὴ ἀνθρωποθάλασσα κατέκλυσε τὴν Κυριακὴν τὴν Ἔκθεσιν, ἔδειξε τὴν ἐπιτυχίαν ὥρας, ὅποτε ὑπελογίσθη ὅτι εἰς διάστημα τριῶν ὡρῶν εἰσῆλθον 100.000 καὶ πλέον ἐπισκέπται. Μόνον ἀπὸ τὰ ταμεῖα τῶν εἰσόδων τῆς Ἐκθέσεως εἰσέπραξε τὴν Κυριακὴν 190.000 δραχμάς, ἐνῶ τὸ Σάββατον 173.000 τὰς ἀντιστοίχους περιστάσεις χθές.: [1097, 283, 1360, 345]
- persia-text: ΤΕΧΕΡΑΝΗ, 9. (Ἀσ. Πρές). — Ὁ πρόεδρος τῆς Ἰταλικῆς Δημοκρατίας κ. Γκρόνκι ἔφθασεν εἰς τὴν Τεχεράνην, ὅπου ἐγένετο δεκτὸς ὑπὸ τοῦ Σάχη. ΤΕΧΕΡΑΝΗ, 9. (Ἀσ. Πρές). — Ὁ πρόεδρος τῆς Ἰταλικῆς Δημοκρατίας κ. Γκρόνκι ἔφθασεν εἰς τὴν Τεχεράνην, ὅπου ἐγένετο δεκτὸς ὑπὸ τοῦ Σάχη.: [827, 1476, 1090, 1540]
- masthead: [227, 10, 612, 67]
- brief-headline: Ο ΣΑΡΑΓΚΑΤ ΕΦΘΑΣΕΝ ΕΙΣ ΤΗΝ ΒΑΣΙΓΚΤΩΝ: [627, 1271, 812, 1299]
- photo-vlasti-group: [827, 968, 1360, 1136]
- thanks-heading: Εὐχαριστία: [8, 157, 79, 174]
- volos-headline: ΕΝΕΦΑΝΙΣΘΗ ΩΣ ΜΝΗΣΤΗΡ ΜΙΑΣ ΚΩΦΑΛΑΛΟΥ ΚΑΙ ΤΗΣ ΕΚΛΕΨΕ 67 ΛΙΡΑΣ: [237, 863, 602, 951]
- exhibition-sub: ΔΕΞΙΩΣΙΣ ΤΟΥ ΙΤΑΛΙΚΟΥ: [1160, 689, 1298, 702]
- photo-title: ΤΑ ΜΕΛΗ ΤΗΣ ΑΓΡΟΤΟΛΕΣΧΗΣ ΦΟΥΣΤΑΝΗΣ: [271, 71, 567, 87]
- photo-diver: [1372, 1150, 1571, 1406]
- flu-athens-text: ΑΘΗΝΑΙ, 9. — Ἀνακοινώθη ἡ ὑπηρεσία ὅτι τὰ κρούσματα γρίππης ἠλαττώθησαν εἰς Ἀθήνας.: [227, 801, 612, 823]
- brief-headline: Ο κ. ΓΚΡΟΜΙΚΟ ΘΑ ΗΓΗΘΗ ΤΗΣ ΣΟΒΙΕΤΙΚΗΣ ΑΝΤΙΠΡΟΣΩΠΕΙΑΣ ΕΙΣ ΤΑ ΗΝΩΜΕΝΑ ΕΘΝΗ: [629, 185, 810, 225]
- flu-text-2: Τὰ κρούσματα τῆς γρίππης ἐπολλαπλασιάσθησαν τὰς τελευταίας ἡμέρας εἰς τὴν Θεσσαλονίκην. Ἡ ἰατρικὴ ὑπηρεσία παρακολουθεῖ ἀνησύχως τὴν ἐξέλιξιν τῆς ἐπιδημίας, ἡ ὁποία ἔχει καὶ μορφὴν ἀσιατικῆς. Τὰ περισσότερα ἐκ τῶν κρουσμάτων ἔχουν ἐλαφρὰν μορφήν, ἀλλὰ ὑπάρχουν καὶ περιπτώσεις βαρυτέρας μορφῆς. Αἱ ὑγειονομικαὶ ἀρχαὶ συνιστοῦν εἰς τὸ κοινὸν νὰ λαμβάνῃ μέτρα. ΑΘΗΝΑΙ, 9. — Ἀνακοινώθη ἡ ὑπηρεσία ὅτι τὰ κρούσματα γρίππης ἠλαττώθησαν εἰς Ἀθήνας.: [423, 576, 612, 712]
- engagements-heading: Ἀρραβῶνες: [8, 46, 79, 62]
- future-weddings-text: Γνωστοποιεῖται συμφώνως τῷ ἄρθρῳ 1369 τοῦ Ἀστικοῦ Κώδικος, ὅτι ὁ ΧΡΥΣΟΣΤΟΜΟΣ ΝΙΚΟΛΑΙΔΗΣ τοῦ Ἀναστασίου καὶ τῆς Παρασκευῆς καὶ ἡ ΕΥΤΥΧΙΑ ΧΑΡΑΜΠΑΡΙΔΟΥ τοῦ Γεωργίου, μέλλουν νὰ συζευχθοῦν. Ὁ ΓΕΩΡΓΙΟΣ ΑΠΟΣΤΟΛΟΥ τοῦ Ἀνδρέου καὶ τῆς Ἑλένης, γεννηθεὶς εἰς Καλαμαριὰν καὶ ἡ ΑΝΝΑ ΚΥΡΙΑΚΙΔΟΥ τοῦ Κωνσταντίνου. Ὁ ΣΑΒΒΑΣ ΚΟΣΜΙΔΗΣ τοῦ Κωνσταντίνου καὶ τῆς Ἀννης, καὶ ἡ ΕΛΕΝΗ ΔΑΝΙΗΛΙΔΟΥ. Ὁ ΦΙΛΙΠΠΟΣ ΣΑΝΤΟΠΟΥΛΟΣ τοῦ Ἰωάννου μετὰ τῆς ΚΑΛΛΙΟΠΗΣ ΠΑΠΑΔΟΠΟΥΛΟΥ. Ὁ ΑΛΕΞΑΝΔΡΟΣ ΚΟΚΚΙΝΙΔΗΣ καὶ ἡ ΕΛΕΝΗ ΠΕΝΤΟΛΔΟΥ. Ὁ ΜΗΝΑΣ ΛΑΖΑΡΙΔΗΣ τοῦ Χαραλάμπους καὶ ἡ ΣΟΦΙΑ ΑΝΤΩΝΙΑΔΟΥ. Ὁ ΑΝΤΩΝΙΟΣ ΜΟΥΤΑΦΗΣ τοῦ Νικολάου καὶ ἡ ΣΤΑΥΡΟΥΛΑ ΚΑΡΑΓΙΑΝΝΟΠΟΥΛΟΥ. Ὁ ΙΩΑΝΝΗΣ ΠΟΓΙΑΤΖΟΓΛΟΥ καὶ ἡ ΕΛΕΝΗ ΑΔΑΜΑΝΤΙΔΟΥ. Ὁ ΓΕΩΡΓΙΟΣ ΣΑΡΑΝΤΟΠΟΥΛΟΣ τοῦ Ἀθανασίου καὶ ἡ ΕΛΙΣΑΒΕΤ ΣΑΡΑΝΤΑΡΙΔΟΥ, θὰ συζευχθοῦν εἰς Θεσσαλονίκην. Ὁ ΓΕΩΡΓΙΟΣ ΑΠΟΣΤΟΛΟΥ τοῦ Ἀνδρέου καὶ τῆς Ἑλένης, γεννηθεὶς εἰς Καλαμαριὰν καὶ ἡ ΑΝΝΑ ΚΥΡΙΑΚΙΔΟΥ τοῦ Κωνσταντίνου. Ὁ ΣΑΒΒΑΣ ΚΟΣΜΙΔΗΣ τοῦ Κωνσταντίνου καὶ τῆς Ἀννης, καὶ ἡ ΕΛΕΝΗ ΔΑΝΙΗΛΙΔΟΥ. Ὁ ΦΙΛΙΠΠΟΣ ΣΑΝΤΟΠΟΥΛΟΣ τοῦ Ἰωάννου μετὰ τῆς ΚΑΛΛΙΟΠΗΣ ΠΑΠΑΔΟΠΟΥΛΟΥ. Ὁ ΑΛΕΞΑΝΔΡΟΣ ΚΟΚΚΙΝΙΔΗΣ καὶ ἡ ΕΛΕΝΗ ΠΕΝΤΟΛΔΟΥ. Ὁ ΜΗΝΑΣ ΛΑΖΑΡΙΔΗΣ τοῦ Χαραλάμπους καὶ ἡ ΣΟΦΙΑ ΑΝΤΩΝΙΑΔΟΥ. Ὁ ΑΝΤΩΝΙΟΣ ΜΟΥΤΑΦΗΣ τοῦ Νικολάου καὶ ἡ ΣΤΑΥΡΟΥΛΑ ΚΑΡΑΓΙΑΝΝΟΠΟΥΛΟΥ. Ὁ ΙΩΑΝΝΗΣ ΠΟΓΙΑΤΖΟΓΛΟΥ καὶ ἡ ΕΛΕΝΗ ΑΔΑΜΑΝΤΙΔΟΥ. Ὁ ΓΕΩΡΓΙΟΣ ΣΑΡΑΝΤΟΠΟΥΛΟΣ τοῦ Ἀθανασίου καὶ ἡ ΕΛΙΣΑΒΕΤ ΣΑΡΑΝΤΑΡΙΔΟΥ, θὰ συζευχθοῦν εἰς Θεσσαλονίκην. Γνωστοποιεῖται συμφώνως τῷ ἄρθρῳ 1369 τοῦ Ἀστικοῦ Κώδικος, ὅτι ὁ ΧΡΥΣΟΣΤΟΜΟΣ ΝΙΚΟΛΑΙΔΗΣ τοῦ Ἀναστασίου καὶ τῆς Παρασκευῆς καὶ ἡ ΕΥΤΥΧΙΑ ΧΑΡΑΜΠΑΡΙΔΟΥ τοῦ Γεωργίου, μέλλουν νὰ συζευχθοῦν. Ὁ ΓΕΩΡΓΙΟΣ ΑΠΟΣΤΟΛΟΥ τοῦ Ἀνδρέου καὶ τῆς Ἑλένης, γεννηθεὶς εἰς Καλαμαριὰν καὶ ἡ ΑΝΝΑ ΚΥΡΙΑΚΙΔΟΥ τοῦ Κωνσταντίνου. Ὁ ΣΑΒΒΑΣ ΚΟΣΜΙΔΗΣ τοῦ Κωνσταντίνου καὶ τῆς Ἀννης, καὶ ἡ ΕΛΕΝΗ ΔΑΝΙΗΛΙΔΟΥ. Ὁ ΦΙΛΙΠΠΟΣ ΣΑΝΤΟΠΟΥΛΟΣ τοῦ Ἰωάννου μετὰ τῆς ΚΑΛΛΙΟΠΗΣ ΠΑΠΑΔΟΠΟΥΛΟΥ. Ὁ ΑΛΕΞΑΝΔΡΟΣ ΚΟΚΚΙΝΙΔΗΣ καὶ ἡ ΕΛΕΝΗ ΠΕΝΤΟΛΔΟΥ. Ὁ ΜΗΝΑΣ ΛΑΖΑΡΙΔΗΣ τοῦ Χαραλάμπους καὶ ἡ ΣΟΦΙΑ ΑΝΤΩΝΙΑΔΟΥ. Ὁ ΑΝΤΩΝΙΟΣ ΜΟΥΤΑΦΗΣ τοῦ Νικολάου καὶ ἡ ΣΤΑΥΡΟΥΛΑ ΚΑΡΑΓΙΑΝΝΟΠΟΥΛΟΥ. Ὁ ΙΩΑΝΝΗΣ ΠΟΓΙΑΤΖΟΓΛΟΥ καὶ ἡ ΕΛΕΝΗ ΑΔΑΜΑΝΤΙΔΟΥ. Ὁ ΓΕΩΡΓΙΟΣ ΣΑΡΑΝΤΟΠΟΥΛΟΣ τοῦ Ἀθανασίου καὶ ἡ ΕΛΙΣΑΒΕΤ ΣΑΡΑΝΤΑΡΙΔΟΥ, θὰ συζευχθοῦν εἰς Θεσσαλονίκην.: [8, 590, 215, 1226]
- volos-subheadline: Τὸ πάθημα τῆς ἀτυχοῦς Τερζοπούλου. «Ἦλθε συστημένος ἀπὸ τοὺς δικούς της ὡς μνηστήρ». Ἀλλ, ἐκεῖνος ἐποφθαλμίσε τὰς λίρας.: [237, 963, 602, 995]
- minister-text: ΚΑΒΑΛΑ, 9. — Ἀφίχθη εἰς τὴν πόλιν μας ὁ ὑφυπουργὸς τῆς Δημοσίας Ἀσφαλείας κ. Ἀθανασιάδης, συνοδευόμενος ὑπὸ τοῦ ἀρχηγοῦ τῆς Χωροφυλακῆς. ΔΡΑΜΑ, 9. — Τὴν Κυριακὴν ἀφίκετο εἰς τὴν πόλιν μας ὁ ὑφυπουργὸς. ΣΕΡΡΑΙ, 9. — Προερχόμενος ἐκ Καβάλας ἀφίχθη. ΦΛΩΡΙΝΑ, 9. — Τὴν 11ην π.μ. ἀφίχθη. ΚΑΣΤΟΡΙΑ, 9. — Τὴν ἀπόγευμα ἀφίχθη εἰς τὴν πόλιν μας.: [227, 1269, 415, 1362]
- volos-text: ΚΑΤΕΡΙΝΗ, 9. — Εἰς τὸ κατάστημα Χωροφυλακῆς Κατερίνης ἐνεφανίσθη ἡ ἀτυχὴς κωφάλαλος Τερζοπούλου καὶ κατήγγειλεν ὅτι νεαρὸς Βολιώτης, ὁ ὁποῖος ἐνεφανίσθη ὡς μνηστήρ, τῆς ἔκλεψε 67 χρυσᾶς λίρας. Αἱ ἀρχαὶ ἐξαπέλυσαν ἔρευνας πρὸς ἀνεύρεσιν τοῦ δράστου, ὁ ὁποῖος ἐξηφανίσθη ἀπὸ τὴν πόλιν. ΚΑΤΕΡΙΝΗ, 9. — Εἰς τὸ κατάστημα Χωροφυλακῆς Κατερίνης ἐνεφανίσθη ἡ ἀτυχὴς κωφάλαλος Τερζοπούλου καὶ κατήγγειλεν ὅτι νεαρὸς Βολιώτης, ὁ ὁποῖος ἐνεφανίσθη ὡς μνηστήρ, τῆς ἔκλεψε 67 χρυσᾶς λίρας. Αἱ ἀρχαὶ ἐξαπέλυσαν ἔρευνας πρὸς ἀνεύρεσιν τοῦ δράστου, ὁ ὁποῖος ἐξηφανίσθη ἀπὸ τὴν πόλιν.: [227, 1008, 415, 1195]
- column-rule: [821, 10, 822, 2316]
- section-masthead-social: ΚΟΙΝΩΝΙΚΑ: [8, 10, 215, 43]
- news-headline: ΟΙ ΟΙΝΟΠΑΡΑΓΩΓΟΙ ΖΗΤΟΥΝ ΔΑΝΕΙΑ: [1388, 961, 1555, 988]
- volos-text-2: ΚΑΤΕΡΙΝΗ, 9. — Εἰς τὸ κατάστημα Χωροφυλακῆς Κατερίνης ἐνεφανίσθη ἡ ἀτυχὴς κωφάλαλος Τερζοπούλου καὶ κατήγγειλεν ὅτι νεαρὸς Βολιώτης, ὁ ὁποῖος ἐνεφανίσθη ὡς μνηστήρ, τῆς ἔκλεψε 67 χρυσᾶς λίρας. Αἱ ἀρχαὶ ἐξαπέλυσαν ἔρευνας πρὸς ἀνεύρεσιν τοῦ δράστου, ὁ ὁποῖος ἐξηφανίσθη ἀπὸ τὴν πόλιν. ΚΑΤΕΡΙΝΗ, 9. — Εἰς τὸ κατάστημα Χωροφυλακῆς Κατερίνης ἐνεφανίσθη ἡ ἀτυχὴς κωφάλαλος Τερζοπούλου καὶ κατήγγειλεν ὅτι νεαρὸς Βολιώτης, ὁ ὁποῖος ἐνεφανίσθη ὡς μνηστήρ, τῆς ἔκλεψε 67 χρυσᾶς λίρας. Αἱ ἀρχαὶ ἐξαπέλυσαν ἔρευνας πρὸς ἀνεύρεσιν τοῦ δράστου, ὁ ὁποῖος ἐξηφανίσθη ἀπὸ τὴν πόλιν.: [423, 1008, 612, 1195]
- royal-sub-vienna: ΕΦΘΑΣΑΝ ΕΙΣ ΒΙΕΝΝΗΝ: [449, 1707, 586, 1720]
- news-text: ΣΙΓΚΑΠΟΥΡΗ, 9. (Ἀσ. Πρές). — Πιλότος ἀεροπλάνου περιέγραψε τὴν ἔκρηξιν ἡφαιστείου εἰς τὴν Ἰνδονησίαν. ΣΙΓΚΑΠΟΥΡΗ, 9. (Ἀσ. Πρές). — Πιλότος ἀεροπλάνου περιέγραψε τὴν ἔκρηξιν ἡφαιστείου εἰς τὴν Ἰνδονησίαν. ΣΙΓΚΑΠΟΥΡΗ, 9. (Ἀσ. Πρές). — Πιλότος ἀεροπλάνου περιέγραψε τὴν ἔκρηξιν ἡφαιστείου εἰς τὴν Ἰνδονησίαν.: [1372, 486, 1571, 582]
- news-text: ΑΘΗΝΑΙ, 9. — Ὁ πρόεδρος τῆς Συνομοσπονδίας τῶν οἰνοπαραγωγῶν ἐζήτησε τὴν χορήγησιν δανείων. ΑΘΗΝΑΙ, 9. — Ὁ πρόεδρος τῆς Συνομοσπονδίας τῶν οἰνοπαραγωγῶν ἐζήτησε τὴν χορήγησιν δανείων.: [1372, 987, 1571, 1051]
- briefs-column: [624, 10, 815, 2316]
- photo-caption: Τὸ χορευτικὸν συγκρότημα τῶν νεανίδων Σιατίστης. Εἰς τὸ μέσον ἡ ἔφορος τῆς ΧΑΝΘ κ. Γκάρταρη καὶ ὁ τμηματάρχης τοῦ γραφείου κ. Κοζάνης κ. Λυμπέρης.: [838, 531, 1349, 554]
- weddings-text: Νικόλαος Γ. Ἀντιρρήδης, καθηγητὴς φυσικῶν — Αἰκατερίνη Ἀδαμοπούλου, ἐτέλεσαν τοὺς γάμους των εἰς Θεσσαλονίκην τῇ 8ῃ τρέχοντος.: [8, 118, 215, 150]
- exhibition-section: ΕΝΩ ΑΡΧΙΖΕΙ Η ΔΕΥΤΕΡΑ ΕΒΔΟΜΑΣ ΤΗΣ 150.000 ἄτομα ἐντὸς διημέρου ἐπεσκέφθησαν τὴν Ἔκθεσιν καὶ ἐθαύμασαν τὰ ἐκθέματα ΑΠΕΡΙΓΡΑΠΤΟΣ ΣΥΝΩΣΤΙΣΜΟΣ ΕΙΣ ΤΑ ΠΕΡΙΠΤΕΡΑ.— ΔΕΞΙΩΣΕΙΣ ΤΩΝ ΠΕΡΙΠΤΕΡΩΝ ΑΙΓΥΠΤΙΑΚΟΥ ΚΑΙ ΔΥΤΙΚΗΣ ΓΕΡΜΑΝΙΑΣ.— Η ΑΝΑΠΤΥΞΙΣ ΤΩΝ ΕΠΙ ΗΝΩΜΕΝΩΝ ΕΜΠΟΡΙΚΩΝ ΑΝΤΑΛΛΑΓΩΝ.— Η ΣΗΜΕΡΙΝΗ ΔΕΞΙΩΣΙΣ ΕΙΣ ΤΟ ΙΤΑΛΙΚΟΝ ΠΕΡΙΠΤΕΡΟΝ ΠΑΡΟΥΣΙΑ ΙΤΑΛΟΥ ΥΦΥΠΟΥΡΓΟΥ Κοτόπουλον ἐψήθη μὲ τὴν ἡλιακὴν ἐνέργειαν Πραγματικὴ ἀνθρωποθάλασσα κατέκλυσε τὴν Κυριακὴν τὴν Ἔκθεσιν, ἔδειξε τὴν ἐπιτυχίαν ὥρας, ὅποτε ὑπελογίσθη ὅτι εἰς διάστημα τριῶν ὡρῶν εἰσῆλθον 100.000 καὶ πλέον ἐπισκέπται. Μόνον ἀπὸ τὰ ταμεῖα τῶν εἰσόδων τῆς Ἐκθέσεως εἰσέπραξε τὴν Κυριακὴν 190.000 δραχμάς, ἐνῶ τὸ Σάββατον 173.000 τὰς ἀντιστοίχους περιστάσεις χθές. Πραγματικὴ ἀνθρωποθάλασσα κατέκλυσε τὴν Κυριακὴν τὴν Ἔκθεσιν, ἔδειξε τὴν ἐπιτυχίαν ὥρας, ὅποτε ὑπελογίσθη ὅτι εἰς διάστημα τριῶν ὡρῶν εἰσῆλθον 100.000 καὶ πλέον ἐπισκέπται. Μόνον ἀπὸ τὰ ταμεῖα τῶν εἰσόδων τῆς Ἐκθέσεως εἰσέπραξε τὴν Κυριακὴν 190.000 δραχμάς, ἐνῶ τὸ Σάββατον 173.000 τὰς ἀντιστοίχους περιστάσεις χθές. Τὸ χορευτικὸν συγκρότημα τῶν νεανίδων Σιατίστης. Εἰς τὸ μέσον ἡ ἔφορος τῆς ΧΑΝΘ κ. Γκάρταρη καὶ ὁ τμηματάρχης τοῦ γραφείου κ. Κοζάνης κ. Λυμπέρης. Ἡ μουσικοχορευτικὴ ὁμὰς τῶν νεανίδων Γρεβενῶν εἰς τὴν Ἔκθεσιν. ΤΟ ΣΥΓΚΡΟΤΗΜΑ ΣΙΑΤΙΣΤΗΣ Ὁ κόσμος κατέκλυσε τοὺς περιπτέρους καὶ ἰδιαιτέρως τὰ ξένα. Κατὰ τὴν σημερινὴν δεξίωσιν εἰς τὸ Ἰταλικὸν περίπτερον θὰ παρευρεθῇ ὁ Ἰταλὸς ὑφυπουργός. Τὸ περίπτερον τῆς Δυτικῆς Γερμανίας ἐπεσκέφθησαν χιλιάδες. Εἰς τὸ περίπτερον τῆς Αἰγύπτου ἐδόθη δεξίωσις πρὸς τιμὴν τῶν ἀρχῶν τῆς πόλεως. Τὸ μουσικοχορευτικὸν συγκρότημα τῆς Ἠπείρου ἐχόρευσε παραδοσιακοὺς χορούς. ΤΗΣ ΗΠΕΙΡΟΥ Εἰς τὸ περίπτερον τῆς Αἰγύπτου ἐδόθη δεξίωσις πρὸς τιμὴν τῶν ἀρχῶν τῆς πόλεως. Τὸ μουσικοχορευτικὸν συγκρότημα τῆς Ἠπείρου ἐχόρευσε παραδοσιακοὺς χορούς. ΔΕΞΙΩΣΙΣ ΤΟΥ ΙΤΑΛΙΚΟΥ Ὁ κόσμος κατέκλυσε τοὺς περιπτέρους καὶ ἰδιαιτέρως τὰ ξένα. Κατὰ τὴν σημερινὴν δεξίωσιν εἰς τὸ Ἰταλικὸν περίπτερον θὰ παρευρεθῇ ὁ Ἰταλὸς ὑφυπουργός. Τὸ περίπτερον τῆς Δυτικῆς Γερμανίας ἐπεσκέφθησαν χιλιάδες. ΔΕΞΙΩΣΙΣ ΤΟΥ ΑΙΓΥΠΤΙΑΚΟΥ Εἰς τὸ περίπτερον τῆς Αἰγύπτου ἐδόθη δεξίωσις πρὸς τιμὴν τῶν ἀρχῶν τῆς πόλεως. Τὸ μουσικοχορευτικὸν συγκρότημα τῆς Ἠπείρου ἐχόρευσε παραδοσιακοὺς χορούς. Ἐπὶ τῇ εὐκαιρίᾳ τῆς Ἐκθέσεως ἐλήφθησαν μέτρα διὰ τὴν ἐξυπηρέτησιν τῶν ἐπισκεπτῶν. Χθὲς ἐπεσκέφθησαν τὴν Ἔκθεσιν πλεῖστοι ἐκ τῶν ἐπαρχιῶν. ΠΡΟΣ ΤΙΜΗΝ ΤΟΥ κ. ΝΤΡΟΠΑ Ὁ κόσμος κατέκλυσε τοὺς περιπτέρους καὶ ἰδιαιτέρως τὰ ξένα. Κατὰ τὴν σημερινὴν δεξίωσιν εἰς τὸ Ἰταλικὸν περίπτερον θὰ παρευρεθῇ ὁ Ἰταλὸς ὑφυπουργός. Τὸ περίπτερον τῆς Δυτικῆς Γερμανίας ἐπεσκέφθησαν χιλιάδες. Η ΧΘΕΣΙΝΗ ΗΜΕΡΑ Ἐπὶ τῇ εὐκαιρίᾳ τῆς Ἐκθέσεως ἐλήφθησαν μέτρα διὰ τὴν ἐξυπηρέτησιν τῶν ἐπισκεπτῶν. Χθὲς ἐπεσκέφθησαν τὴν Ἔκθεσιν πλεῖστοι ἐκ τῶν ἐπαρχιῶν. ΚΟΤΟΠΟΥΛΟ ΜΕ ΗΛΙΑΚΗΝ ΕΝΕΡΓΕΙΑΝ Ἐπὶ τῇ εὐκαιρίᾳ τῆς Ἐκθέσεως ἐλήφθησαν μέτρα διὰ τὴν ἐξυπηρέτησιν τῶν ἐπισκεπτῶν. Χθὲς ἐπεσκέφθησαν τὴν Ἔκθεσιν πλεῖστοι ἐκ τῶν ἐπαρχιῶν. Ὁ κόσμος κατέκλυσε τοὺς περιπτέρους καὶ ἰδιαιτέρως τὰ ξένα. Κατὰ τὴν σημερινὴν δεξίωσιν εἰς τὸ Ἰταλικὸν περίπτερον θὰ παρευρεθῇ ὁ Ἰταλὸς ὑφυπουργός. Τὸ περίπτερον τῆς Δυτικῆς Γερμανίας ἐπεσκέφθησαν χιλιάδες. Τὸ μουσικοχορευτικὸν συγκρότημα τῶν νεανίδων Βλάστης, ὅπως ἐνεφανίσθη εἰς τὴν Ἔκθεσιν. ΤΗΣ ΔΥΤΙΚΗΣ ΓΕΡΜΑΝΙΑΣ Ὁ κόσμος κατέκλυσε τοὺς περιπτέρους καὶ ἰδιαιτέρως τὰ ξένα. Κατὰ τὴν σημερινὴν δεξίωσιν εἰς τὸ Ἰταλικὸν περίπτερον θὰ παρευρεθῇ ὁ Ἰταλὸς ὑφυπουργός. Τὸ περίπτερον τῆς Δυτικῆς Γερμανίας ἐπεσκέφθησαν χιλιάδες. Ἐπὶ τῇ εὐκαιρίᾳ τῆς Ἐκθέσεως ἐλήφθησαν μέτρα διὰ τὴν ἐξυπηρέτησιν τῶν ἐπισκεπτῶν. Χθὲς ἐπεσκέφθησαν τὴν Ἔκθεσιν πλεῖστοι ἐκ τῶν ἐπαρχιῶν. ΚΑΙ ΘΕΡΜΑΝΣΙΣ ΚΤΙΡΙΟΥ Εἰς τὸ περίπτερον τῆς Αἰγύπτου ἐδόθη δεξίωσις πρὸς τιμὴν τῶν ἀρχῶν τῆς πόλεως. Τὸ μουσικοχορευτικὸν συγκρότημα τῆς Ἠπείρου ἐχόρευσε παραδοσιακοὺς χορούς. Ὁ ὑφυπουργὸς γεωργίας καὶ ἐμπορίου κ. Μανέττης καὶ Μόρτης μετὰ τῶν μελῶν τῆς ἀντιπροσωπείας τῆς Δυτικῆς Γερμανίας κατὰ τὴν δεξίωσιν εἰς τὸ περίπτερον αὐτῆς. ΙΤΑΛΟΠΕΡΣΙΚΑΙ ΦΙΛΟΦΡΟΝΗΣΕΙΣ ΕΠ' ΕΥΚΑΙΡΙΑ ΤΟΥ ΤΑΞΙΔΙΟΥ ΤΟΥ κ. ΓΚΡΟΝΚΙ ΕΙΣ ΤΗΝ ΤΕΧΕΡΑΝΗΝ ΤΕΧΕΡΑΝΗ, 9. (Ἀσ. Πρές). — Ὁ πρόεδρος τῆς Ἰταλικῆς Δημοκρατίας κ. Γκρόνκι ἔφθασεν εἰς τὴν Τεχεράνην, ὅπου ἐγένετο δεκτὸς ὑπὸ τοῦ Σάχη. ΤΕΧΕΡΑΝΗ, 9. (Ἀσ. Πρές). — Ὁ πρόεδρος τῆς Ἰταλικῆς Δημοκρατίας κ. Γκρόνκι ἔφθασεν εἰς τὴν Τεχεράνην, ὅπου ἐγένετο δεκτὸς ὑπὸ τοῦ Σάχη. ΤΕΧΕΡΑΝΗ, 9. (Ἀσ. Πρές). — Ὁ πρόεδρος τῆς Ἰταλικῆς Δημοκρατίας κ. Γκρόνκι ἔφθασεν εἰς τὴν Τεχεράνην, ὅπου ἐγένετο δεκτὸς ὑπὸ τοῦ Σάχη. Η ΝΕΑ ΕΛΠΙΣ ΤΕΧΕΡΑΝΗ, 9. (Ἀσ. Πρές). — Ὁ πρόεδρος τῆς Ἰταλικῆς Δημοκρατίας κ. Γκρόνκι ἔφθασεν εἰς τὴν Τεχεράνην, ὅπου ἐγένετο δεκτὸς ὑπὸ τοῦ Σάχη.: [827, 10, 1360, 2316]
- funerals-heading: ΚΗΔΕΙΑΙ: [8, 1296, 100, 1321]
- exhibition-lead: Πραγματικὴ ἀνθρωποθάλασσα κατέκλυσε τὴν Κυριακὴν τὴν Ἔκθεσιν, ἔδειξε τὴν ἐπιτυχίαν ὥρας, ὅποτε ὑπελογίσθη ὅτι εἰς διάστημα τριῶν ὡρῶν εἰσῆλθον 100.000 καὶ πλέον ἐπισκέπται. Μόνον ἀπὸ τὰ ταμεῖα τῶν εἰσόδων τῆς Ἐκθέσεως εἰσέπραξε τὴν Κυριακὴν 190.000 δραχμάς, ἐνῶ τὸ Σάββατον 173.000 τὰς ἀντιστοίχους περιστάσεις χθές.: [827, 283, 1090, 345]
- column-rule: [221, 10, 222, 2316]
- flu-kicker: Ἡ ἐπιδημία ἐπεκτείνεται: [343, 392, 495, 409]
- brief-headline: ΔΕΞΙΩΣΙΣ ΕΠΙ ΤΗΣ ΘΑΛΑΜΗΓΟΥ ΤΟΥ κ. ΩΝΑΣΗ: [628, 320, 811, 347]
- minister-sub-florina: ΕΙΣ ΦΛΩΡΙΝΑΝ: [475, 1364, 561, 1377]
- exhibition-topbar: ΕΝΩ ΑΡΧΙΖΕΙ Η ΔΕΥΤΕΡΑ ΕΒΔΟΜΑΣ ΤΗΣ: [827, 10, 1360, 33]
- graduates-text: Τὴν ἀναπηρία μου ἡ ἐνεργὸς δ. Χρυσούλα (Σούλα) Π. Γερακαρίου, ἀπολυτήριον τοῦ Ἑλληνικοῦ καὶ τῆς Ἰταλίας, ἐπάλευσε μὲ ἐξαιρετικὴν πρακτικὴν. Κ. Καλονιδής. ΓΡΗΓ. ΔΡΑΓΟΥΜΑΝΟΥ, αἱ 1.6.: [8, 449, 215, 500]
- news-headline: ΠΩΣ ΕΙΔΕΝ ΕΝΑΣ ΠΙΛΟΤΟΣ ΤΗΝ ΕΚΡΗΞΙΝ ΗΦΑΙΣΤΕΙΟΥ ΕΙΣ ΤΗΝ ΙΝΔΟΝΗΣΙΑΝ: [1380, 446, 1563, 487]
- brief-headline: ΛΕΣΧΗ ΗΠΑΡΤΙΝΗΣ ΤΟΥ ΝΟΜΑΡΧΟΥ ΚΥΚΛΑΔΩΝ: [649, 1189, 790, 1217]
- newspaper-logo: ΜΑΚΕΔΟΝΙΑ: [278, 11, 561, 61]
- news-text: ΦΡΑΓΚΦΟΥΡΤΗ, 9. (Ἀσ. Πρές). — Τὸ ἀπόθεμα εἰς χρυσὸν τῆς Δυτικῆς Γερμανίας ηὐξήθη κατὰ τὸν Αὔγουστον. ΦΡΑΓΚΦΟΥΡΤΗ, 9. (Ἀσ. Πρές). — Τὸ ἀπόθεμα εἰς χρυσὸν τῆς Δυτικῆς Γερμανίας ηὐξήθη κατὰ τὸν Αὔγουστον.: [1372, 816, 1571, 880]
- graduates-heading: Νέοι ἐπιστήμονες: [8, 432, 116, 449]
- exhibition-sub: Η ΧΘΕΣΙΝΗ ΗΜΕΡΑ: [904, 919, 1013, 932]
- photo-caption: Ἡ μουσικοχορευτικὴ ὁμὰς τῶν νεανίδων Γρεβενῶν εἰς τὴν Ἔκθεσιν.: [834, 757, 1083, 780]
- news-headline: ΒΟΜΒΑ ΕΡΡΙΦΘΗ ΕΙΣ ΤΑ ΓΡΑΦΕΙΑ ΤΗΣ «ΟΥΜΑΝΙΤΕ»: [1372, 593, 1571, 621]
- brief-text: Ὁ σύνδεσμος συνταξιούχων ΙΚΑ συνῆλθεν εἰς γενικὴν συγκέντρωσιν. Ὁ σύνδεσμος συνταξιούχων ΙΚΑ συνῆλθεν εἰς γενικὴν συγκέντρωσιν.: [624, 781, 815, 824]
- brief-headline: ΑΙ ΑΠΟΔΟΧΑΙ ΤΩΝ ΠΡΟΣΩΡΙΝΩΝ ΚΑΘΗΓΗΤΩΝ: [624, 516, 815, 544]
- news-headline: ΘΑ ΣΥΝΑΝΤΗΘΟΥΝ ΕΝ ΛΟΝΔΙΝΩ ΟΙ ΑΜΕΡΙΚΑΝΟΙ ΠΡΕΣΒΕΙΣ: [1376, 324, 1567, 350]
- photo-caption: Ἀφίχοντο εἰς Θεσσαλονίκην πρὸς ἐπίσκεψιν τῆς Διεθνοῦς Ἐκθέσεως καὶ τῶν λοιπῶν ἀξιοθεάτων, τὰ μέλη τῆς ἀγροτολέσχης τοῦ μορφωτικοῦ συλλόγου Φουστάνης, ὑπὸ τὴν ἀρχηγίαν τῆς διευθύντριας κ. Νίκης Κίτσου καὶ τὴν ἐπιστατείαν τοῦ γεωπόνου κ. Λυμπεράκη.: [232, 331, 607, 376]
- social-column: [8, 10, 215, 2316]
- brief-headline: Ο κ. ΑΝΤΟΥΑΝ ΠΙΝΑΙ ΕΦΘΑΣΕΝ ΕΙΣ ΤΟΚΙΟ: [629, 1018, 809, 1046]
- brief-text: ΑΘΗΝΑΙ, 9. — Εἰς τὸν λιμένα τοῦ Πειραιῶς κατέπλευσε τὸ βραζιλιανὸν ἐκπαιδευτικὸν πλοῖον. ΑΘΗΝΑΙ, 9. — Εἰς τὸν λιμένα τοῦ Πειραιῶς κατέπλευσε τὸ βραζιλιανὸν ἐκπαιδευτικὸν πλοῖον.: [624, 943, 815, 1008]
- brief-text: ΒΑΣΙΓΚΤΩΝ, 9. (Ἀσ. Πρές). — Ὁ Ἰταλὸς Σαραγκὰτ ἔφθασε σήμερον εἰς τὴν Βασιγκτών. ΒΑΣΙΓΚΤΩΝ, 9. (Ἀσ. Πρές). — Ὁ Ἰταλὸς Σαραγκὰτ ἔφθασε σήμερον εἰς τὴν Βασιγκτών.: [624, 1298, 815, 1362]
- news-kicker: ΕΙΣ ΤΗΝ ΒΑΡΣΟΒΙΑΝ: [1412, 177, 1531, 189]
- minister-headline: Ο ΥΦΥΠΟΥΡΓΟΣ ΤΗΣ ΔΗΜΟΣΙΑΣ ΑΣΦΑΛΕΙΑΣ ΚΑΙ Ο ΑΡΧΗΓΟΣ ΤΗΣ ΧΩΡΟΦΥΛΑΚΗΣ ΠΕΡΙΟΔΕΥΟΝ ΕΙΣ Α. ΚΑΙ Δ. ΜΑΚΕΔΟΝΙΑΝ: [233, 1211, 606, 1257]
- brief-headline: ΤΑ ΓΥΜΝΑΣΙΑΚΑ ΠΑΡΑΡΤΗΜΑΤΑ: [625, 1100, 814, 1115]
- news-headline: ΑΙ ΑΡΑΒΙΚΑΙ ΧΩΡΑΙ ΣΥΝΕΡΧΟΝΤΑΙ ΕΙΣ ΣΥΝΕΔΡΙΟΝ ΕΙΣ ΤΗΝ ΔΑΜΑΣΚΟΝ: [1373, 696, 1570, 735]
- news-headline: ΥΠΑΡΧΟΥΝ ΔΕΝΔΡΑ ΤΕΡΑΣΤΙΟΥ ΥΨΟΥΣ ΚΑΙ ΗΛΙΚΙΑΣ 2.500 ΚΑΙ ΠΛΕΟΝ ΕΤΩΝ: [1378, 21, 1565, 60]
- exhibition-headline: 150.000 ἄτομα ἐντὸς διημέρου ἐπεσκέφθησαν τὴν Ἔκθεσιν καὶ ἐθαύμασαν τὰ ἐκθέματα: [855, 33, 1332, 168]
- royal-headline: Η ΒΑΣΙΛΙΚΗ ΟΙΚΟΓΕΝΕΙΑ ΑΝΕΧΩΡΗΣΕΝ ΕΚ ΒΕΝΕΤΙΑΣ ΚΑΤΕΥΘΥΝΟΜΕΝΗ ΜΕΣΩ ΒΙΕΝΝΗΣ ΕΙΣ ΓΕΡΜΑΝΙΑΝ: [237, 1590, 602, 1621]
- memorials-text: Ἐπὶ τῇ συμπληρώσει ἑνὸς ἔτους ἀπὸ τοῦ θανάτου τοῦ πολυφιλήτου συζύγου καὶ πατρὸς ἡμῶν ΑΝΤΩΝΙΟΥ ΘΕΟΔΩΡΙΔΟΥ ἐπιμνημόσυνος δέησις θὰ τελεσθῇ τὴν Κυριακὴν.: [8, 1246, 215, 1288]
